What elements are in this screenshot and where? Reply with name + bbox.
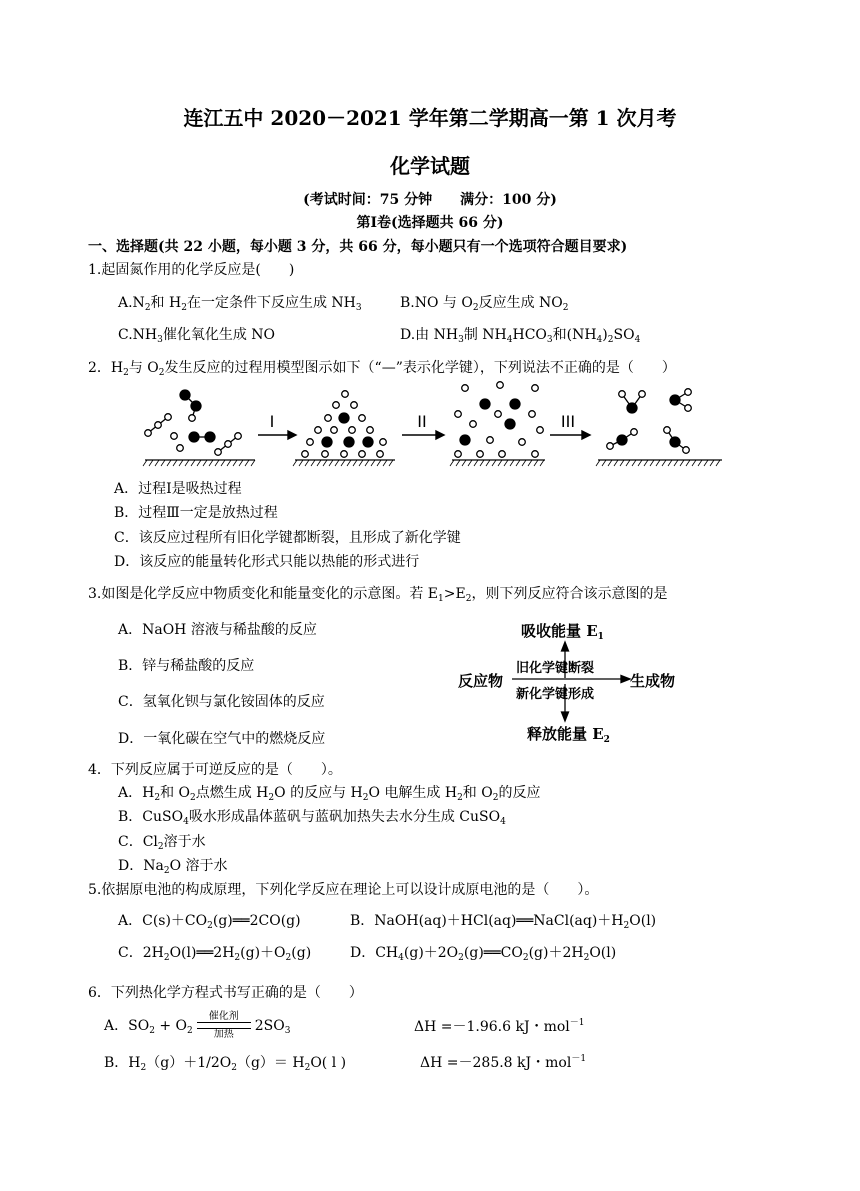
text-segment: (g)══2CO(g) [212, 913, 301, 929]
text-segment: C.NH [118, 327, 158, 343]
text-segment: (g)＋O [240, 945, 286, 961]
subscript: 2 [465, 594, 472, 604]
text-segment: 2SO [254, 1017, 285, 1034]
subscript: 2 [268, 793, 275, 803]
exam-title: 连江五中 2020－2021 学年第二学期高一第 1 次月考 [183, 106, 677, 130]
q1-option-a [118, 292, 362, 312]
arrow-2-label: II [417, 412, 427, 431]
q2-stem [88, 357, 676, 377]
q5-option-c [118, 942, 311, 962]
q3-release-energy-label: 释放能量 $E_2$ [527, 725, 610, 745]
subscript: 2 [158, 368, 165, 378]
subscript: 2 [163, 866, 170, 876]
q3-option-c: C．氢氧化钡与氯化铵固体的反应 [118, 694, 325, 710]
subscript: 4 [634, 335, 641, 345]
subscript: 2 [190, 793, 196, 803]
q3-absorb-energy-label: 吸收能量 $E_1$ [521, 622, 604, 642]
text-segment: 吸水形成晶体蓝矾与蓝矾加热失去水分生成 CuSO [188, 809, 501, 825]
subscript: 2 [154, 793, 161, 803]
text-segment: O(l)══2H [169, 945, 235, 961]
arrow-3-label: III [560, 412, 576, 431]
text-segment: O 的反应与 H [274, 785, 363, 801]
text-segment: O( l ) [310, 1055, 347, 1071]
text-segment: ，则下列反应符合该示意图的是 [471, 586, 668, 602]
text-segment: D．Na [118, 858, 164, 874]
section-heading: 第Ⅰ卷(选择题共 66 分) [356, 215, 504, 231]
text-segment: 发生反应的过程用模型图示如下（“—”表示化学键），下列说法不正确的是（ ） [164, 360, 676, 376]
subscript: 2 [144, 303, 151, 313]
subscript: 2 [304, 1063, 311, 1073]
text-segment: 制 NH [463, 327, 507, 343]
q4-option-d [118, 855, 228, 875]
q4-option-b [118, 806, 506, 826]
text-segment: (g)══CO [463, 945, 523, 961]
text-segment: O 电解生成 H [368, 785, 458, 801]
q2-option-c: C．该反应过程所有旧化学键都断裂，且形成了新化学键 [114, 530, 461, 546]
subscript: 3 [157, 335, 163, 345]
text-segment: ΔH =－1.96.6 kJ・mol [414, 1019, 570, 1035]
text-segment: + O [154, 1017, 188, 1034]
q3-energy-arrows [500, 640, 640, 725]
text-segment: 和 O [160, 785, 190, 801]
text-segment: B．H [104, 1055, 141, 1071]
text-segment: （g）＝ H [236, 1055, 305, 1071]
text-segment: O 溶于水 [169, 858, 228, 874]
q4-stem: 4．下列反应属于可逆反应的是（ ）。 [88, 762, 342, 778]
text-segment: D.由 NH [400, 327, 459, 343]
text-segment: 溶于水 [163, 834, 206, 850]
subscript: 2 [623, 921, 630, 931]
text-segment: O(l) [629, 913, 657, 929]
subscript: 2 [583, 953, 590, 963]
q5-option-d [350, 942, 616, 962]
q6-option-a-equation [104, 1011, 290, 1040]
subscript: 2 [163, 953, 170, 963]
subscript: 2 [157, 842, 164, 852]
text-segment: HCO [512, 327, 547, 343]
subscript: 4 [183, 817, 189, 827]
subscript: 2 [234, 953, 241, 963]
subscript: 2 [207, 921, 213, 931]
arrow-1 [258, 431, 296, 439]
text-segment: A．SO [104, 1017, 150, 1034]
subscript: 2 [187, 1025, 193, 1036]
q3-bond-form-label: 新化学键形成 [516, 687, 595, 702]
text-segment: 的反应 [498, 785, 541, 801]
subscript: 3 [546, 335, 553, 345]
superscript: －1 [569, 1018, 585, 1028]
subscript: 2 [140, 1063, 147, 1073]
subscript: 4 [506, 335, 513, 345]
subscript: 4 [500, 817, 506, 827]
text-segment: 和 O [462, 785, 493, 801]
q6-option-b-enthalpy [420, 1052, 586, 1072]
subscript: 2 [522, 953, 529, 963]
superscript: －1 [571, 1054, 587, 1064]
subscript: 2 [123, 368, 129, 378]
text-segment: A．C(s)＋CO [118, 913, 208, 929]
q3-option-d: D．一氧化碳在空气中的燃烧反应 [118, 731, 326, 747]
q3-product-label: 生成物 [630, 672, 676, 690]
subscript: 2 [231, 1063, 237, 1073]
subscript: 4 [596, 335, 603, 345]
text-segment: 与 O [128, 360, 159, 376]
q3-stem [88, 583, 667, 603]
subscript: 2 [472, 303, 479, 313]
text-segment: 和 H [150, 295, 182, 311]
subscript: 2 [285, 953, 292, 963]
text-segment: 3.如图是化学反应中物质变化和能量变化的示意图。若 E [88, 586, 439, 602]
text-segment: (g)＋2H [528, 945, 584, 961]
text-segment: 在一定条件下反应生成 NH [186, 295, 356, 311]
reaction-condition-arrow: 催化剂 加热 [197, 1011, 251, 1040]
arrow-3 [550, 431, 590, 439]
text-segment: >E [443, 586, 466, 602]
ground-hatching [143, 460, 720, 466]
text-segment: A.N [118, 295, 145, 311]
subscript: 2 [149, 1025, 155, 1036]
arrow-2 [402, 431, 444, 439]
text-segment: ) [602, 327, 608, 343]
text-segment: (g) [291, 945, 312, 961]
subscript: 2 [607, 335, 614, 345]
q5-option-a [118, 910, 301, 930]
q6-option-b-equation [104, 1052, 346, 1072]
text-segment: 2．H [88, 360, 124, 376]
q3-option-b: B．锌与稀盐酸的反应 [118, 658, 255, 674]
q4-option-c [118, 831, 206, 851]
q1-option-c [118, 324, 275, 344]
text-segment: C．Cl [118, 834, 158, 850]
subscript: 2 [458, 953, 464, 963]
arrow-1-label: I [269, 412, 275, 431]
q2-option-b: B．过程Ⅲ一定是放热过程 [114, 505, 278, 521]
q6-stem: 6．下列热化学方程式书写正确的是（ ） [88, 985, 363, 1001]
subscript: 3 [458, 335, 464, 345]
q6-option-a-enthalpy [414, 1016, 585, 1036]
q2-model-diagram [140, 380, 750, 475]
text-segment: ΔH =－285.8 kJ・mol [420, 1055, 572, 1071]
stage1-molecules [145, 390, 242, 455]
subscript: 3 [284, 1025, 291, 1036]
subscript: 1 [438, 594, 444, 604]
stage3-atoms [455, 382, 544, 458]
exam-info: (考试时间：75 分钟 满分：100 分) [303, 192, 557, 208]
text-segment: B.NO 与 O [400, 295, 473, 311]
q1-option-b [400, 292, 569, 312]
q1-stem: 1.起固氮作用的化学反应是( ) [88, 262, 295, 278]
text-segment: 反应生成 NO [478, 295, 563, 311]
text-segment: B．NaOH(aq)＋HCl(aq)══NaCl(aq)＋H [350, 913, 624, 929]
q5-stem: 5.依据原电池的构成原理，下列化学反应在理论上可以设计成原电池的是（ ）。 [88, 882, 599, 898]
text-segment: A．H [118, 785, 155, 801]
stage2-atoms [302, 391, 387, 458]
subscript: 2 [362, 793, 369, 803]
text-segment: C．2H [118, 945, 164, 961]
text-segment: (g)＋2O [403, 945, 459, 961]
stage4-water-molecules [607, 389, 692, 454]
q4-option-a [118, 782, 540, 802]
q5-option-b [350, 910, 656, 930]
q2-option-a: A．过程Ⅰ是吸热过程 [114, 481, 242, 497]
q3-bond-break-label: 旧化学键断裂 [516, 661, 595, 676]
text-segment: D．CH [350, 945, 399, 961]
subscript: 2 [181, 303, 187, 313]
text-segment: B．CuSO [118, 809, 184, 825]
q2-option-d: D．该反应的能量转化形式只能以热能的形式进行 [114, 554, 420, 570]
text-segment: （g）＋1/2O [146, 1055, 232, 1071]
text-segment: 催化氧化生成 NO [162, 327, 276, 343]
instructions: 一、选择题(共 22 小题，每小题 3 分，共 66 分，每小题只有一个选项符合题目要求) [88, 239, 628, 255]
q1-option-d [400, 324, 640, 344]
text-segment: SO [613, 327, 635, 343]
exam-subject: 化学试题 [390, 154, 470, 178]
subscript: 2 [492, 793, 499, 803]
subscript: 4 [398, 953, 404, 963]
text-segment: 和(NH [552, 327, 597, 343]
q3-reactant-label: 反应物 [458, 672, 504, 690]
subscript: 2 [457, 793, 463, 803]
text-segment: 点燃生成 H [195, 785, 269, 801]
subscript: 2 [562, 303, 569, 313]
q3-option-a: A．NaOH 溶液与稀盐酸的反应 [118, 622, 317, 638]
text-segment: O(l) [589, 945, 617, 961]
subscript: 3 [355, 303, 362, 313]
